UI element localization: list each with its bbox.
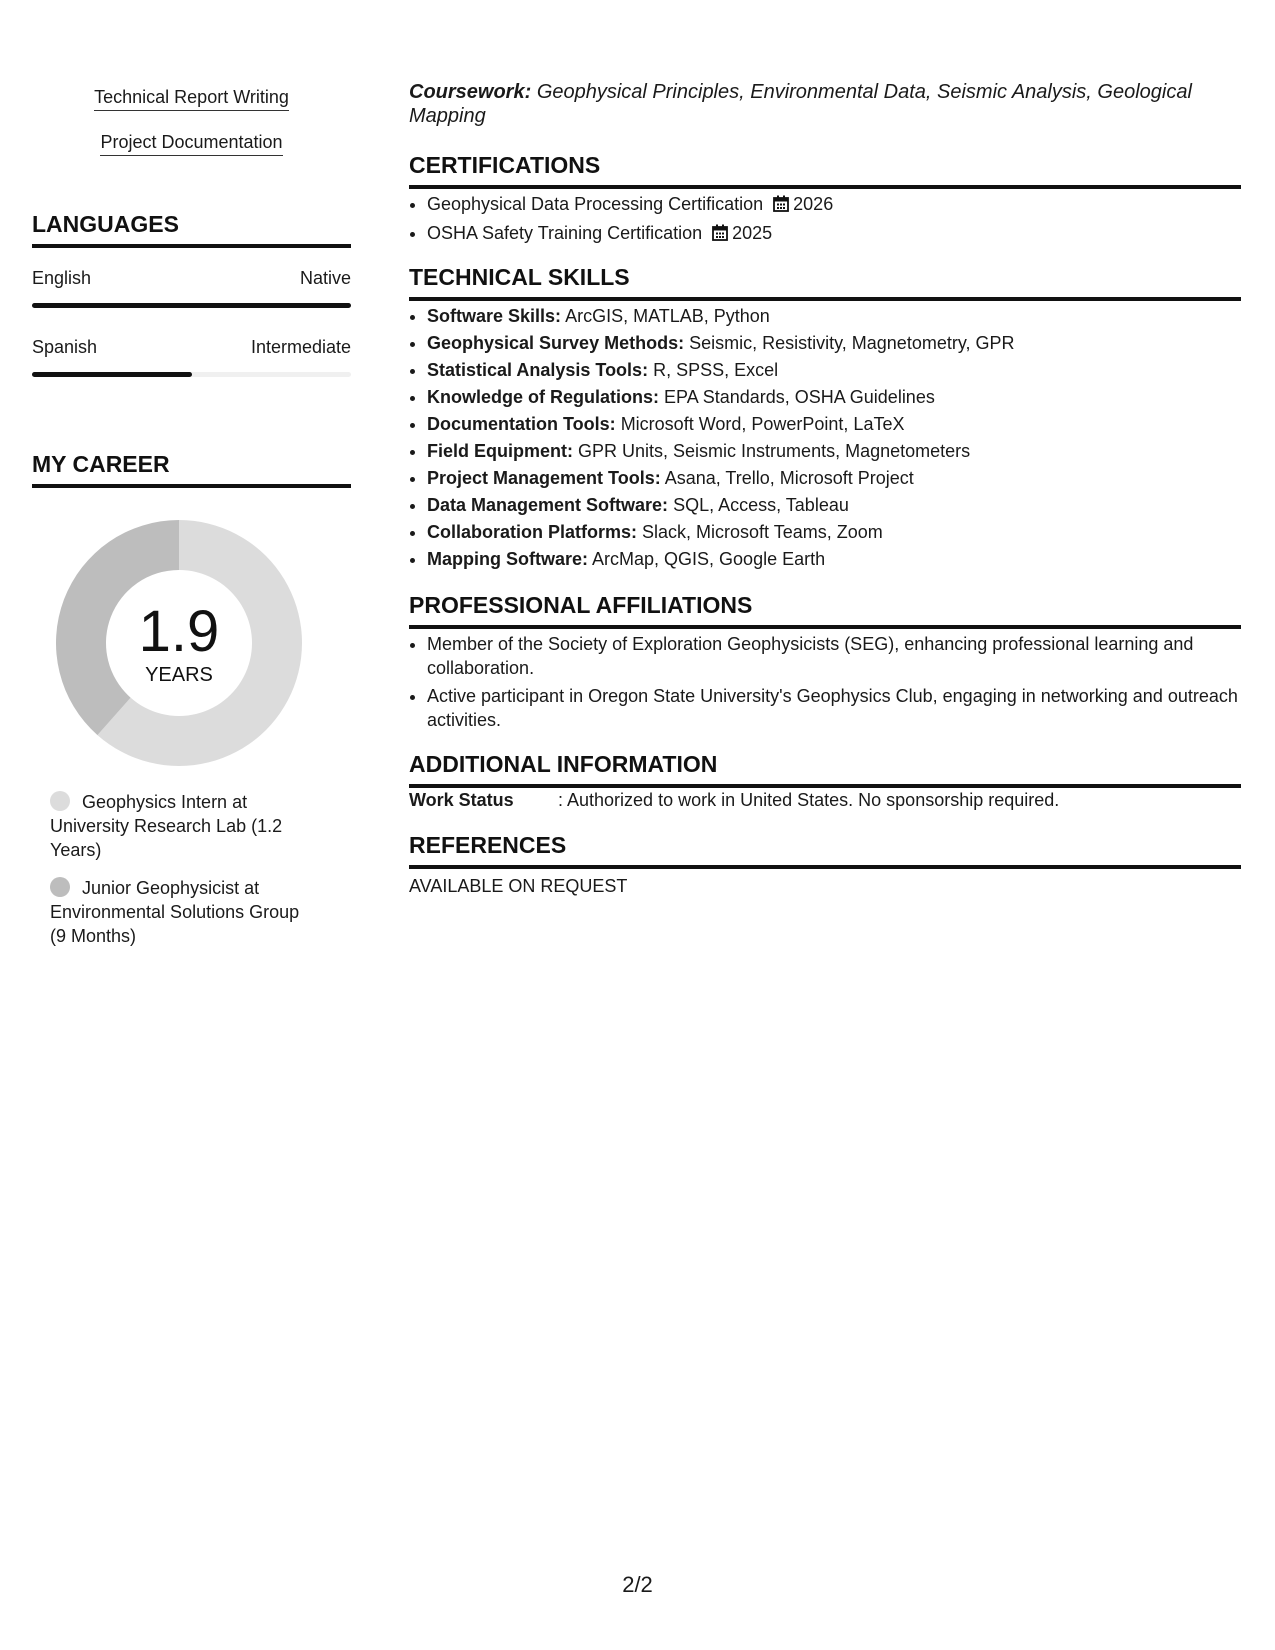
tech-skill-label: Field Equipment: bbox=[427, 441, 573, 461]
language-level: Intermediate bbox=[250, 337, 351, 357]
language-name: English bbox=[32, 268, 92, 288]
skill-item bbox=[32, 132, 351, 156]
career-heading: MY CAREER bbox=[32, 451, 351, 488]
affiliation-item: • Member of the Society of Exploration Geophysicists (SEG), enhancing professional learning and collaboration. bbox=[427, 632, 1259, 680]
skill-item bbox=[32, 87, 351, 111]
career-legend-label: Junior Geophysicist at Environmental Solutions Group (9 Months) bbox=[50, 878, 300, 946]
tech-skill-item bbox=[427, 519, 1259, 546]
certifications-list bbox=[409, 191, 1259, 249]
legend-dot-icon bbox=[50, 877, 70, 897]
affiliations-list bbox=[409, 632, 1259, 736]
language-name: Spanish bbox=[32, 337, 98, 357]
tech-skill-label: Collaboration Platforms: bbox=[427, 522, 638, 542]
tech-skill-value: EPA Standards, OSHA Guidelines bbox=[664, 387, 935, 407]
tech-skill-item bbox=[427, 465, 1259, 492]
references-text: AVAILABLE ON REQUEST bbox=[409, 876, 628, 896]
tech-skill-label: Statistical Analysis Tools: bbox=[427, 360, 649, 380]
tech-skill-label: Mapping Software: bbox=[427, 549, 588, 569]
certification-name: OSHA Safety Training Certification bbox=[427, 223, 703, 243]
tech-skill-value: Microsoft Word, PowerPoint, LaTeX bbox=[620, 414, 905, 434]
tech-skill-item bbox=[427, 384, 1259, 411]
legend-dot-icon bbox=[50, 791, 70, 811]
affiliation-item: • Active participant in Oregon State University's Geophysics Club, engaging in networking and outreach activities. bbox=[427, 684, 1259, 732]
certification-item bbox=[427, 191, 1259, 220]
tech-skill-label: Knowledge of Regulations: bbox=[427, 387, 659, 407]
tech-skill-label: Software Skills: bbox=[427, 306, 562, 326]
tech-skill-value: R, SPSS, Excel bbox=[653, 360, 779, 380]
career-legend-label: Geophysics Intern at University Research Lab (1.2 Years) bbox=[50, 792, 283, 860]
page-number: 2/2 bbox=[622, 1572, 653, 1597]
tech-skill-item bbox=[427, 438, 1259, 465]
career-unit-label: YEARS bbox=[145, 664, 213, 686]
coursework bbox=[409, 80, 1209, 128]
language-bar-fill bbox=[32, 303, 351, 308]
career-donut-chart bbox=[56, 520, 302, 766]
tech-skill-value: GPR Units, Seismic Instruments, Magnetometers bbox=[578, 441, 971, 461]
calendar-icon bbox=[712, 222, 728, 249]
calendar-icon bbox=[773, 193, 789, 220]
work-status-value: : Authorized to work in United States. No sponsorship required. bbox=[558, 790, 1060, 810]
tech-skill-item bbox=[427, 357, 1259, 384]
tech-skill-label: Documentation Tools: bbox=[427, 414, 616, 434]
certification-item bbox=[427, 220, 1259, 249]
languages-heading: LANGUAGES bbox=[32, 211, 351, 248]
skill-label: Technical Report Writing bbox=[94, 87, 289, 111]
coursework-text: Geophysical Principles, Environmental Data, Seismic Analysis, Geological Mapping bbox=[409, 81, 1192, 127]
language-bar-track bbox=[32, 372, 351, 377]
tech-skill-value: ArcMap, QGIS, Google Earth bbox=[592, 549, 826, 569]
language-level: Native bbox=[299, 268, 351, 288]
tech-skill-value: Slack, Microsoft Teams, Zoom bbox=[642, 522, 883, 542]
additional-info-heading: ADDITIONAL INFORMATION bbox=[409, 751, 1241, 788]
certification-year: 2026 bbox=[793, 194, 834, 214]
tech-skill-value: ArcGIS, MATLAB, Python bbox=[565, 306, 770, 326]
tech-skill-label: Project Management Tools: bbox=[427, 468, 661, 488]
language-bar-track bbox=[32, 303, 351, 308]
tech-skill-label: Geophysical Survey Methods: bbox=[427, 333, 685, 353]
work-status-row bbox=[409, 790, 1241, 811]
certifications-heading: CERTIFICATIONS bbox=[409, 152, 1241, 189]
language-bar-fill bbox=[32, 372, 192, 377]
affiliations-heading: PROFESSIONAL AFFILIATIONS bbox=[409, 592, 1241, 629]
coursework-label: Coursework: bbox=[409, 81, 532, 103]
language-row bbox=[32, 337, 351, 377]
tech-skill-label: Data Management Software: bbox=[427, 495, 669, 515]
references-heading: REFERENCES bbox=[409, 832, 1241, 869]
career-total-years: 1.9 bbox=[138, 599, 220, 664]
language-row bbox=[32, 268, 351, 308]
tech-skill-item bbox=[427, 492, 1259, 519]
certification-year: 2025 bbox=[732, 223, 773, 243]
tech-skill-value: SQL, Access, Tableau bbox=[673, 495, 849, 515]
career-legend-item bbox=[50, 876, 320, 948]
technical-skills-heading: TECHNICAL SKILLS bbox=[409, 264, 1241, 301]
tech-skill-item bbox=[427, 330, 1259, 357]
tech-skill-item bbox=[427, 411, 1259, 438]
tech-skill-value: Seismic, Resistivity, Magnetometry, GPR bbox=[689, 333, 1015, 353]
certification-name: Geophysical Data Processing Certification bbox=[427, 194, 764, 214]
technical-skills-list bbox=[409, 303, 1259, 573]
skill-label: Project Documentation bbox=[100, 132, 282, 156]
work-status-label: Work Status bbox=[409, 790, 514, 810]
tech-skill-item bbox=[427, 546, 1259, 573]
tech-skill-item bbox=[427, 303, 1259, 330]
tech-skill-value: Asana, Trello, Microsoft Project bbox=[664, 468, 914, 488]
career-legend-item bbox=[50, 790, 320, 862]
